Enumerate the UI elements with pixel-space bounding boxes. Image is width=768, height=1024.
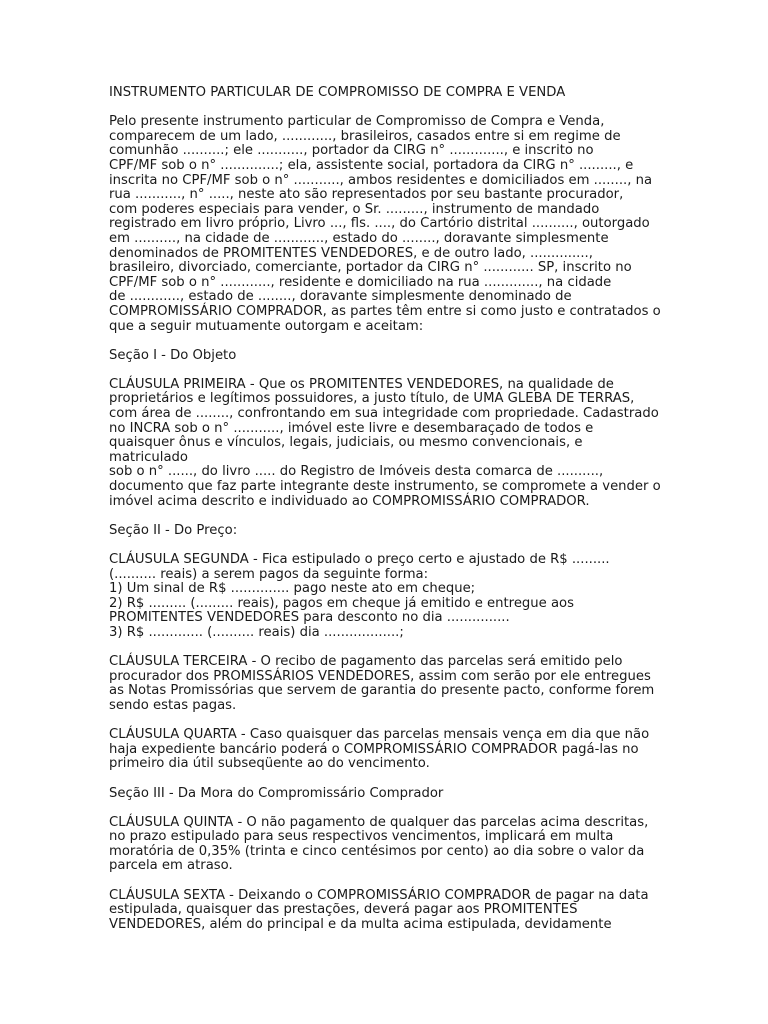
clause-segunda: CLÁUSULA SEGUNDA - Fica estipulado o preço certo e ajustado de R$ ......... (.......... reais) a serem pagos da seguinte forma: 1) Um sinal de R$ .............. pago neste ato em cheque; 2) R$ ......... (......... reais), pagos em cheque já emitido e entregue aos PROMITENTES VENDEDORES para desconto no dia ............... 3) R$ ............. (.......... reais) dia ..................; [109, 552, 610, 640]
clause-primeira: CLÁUSULA PRIMEIRA - Que os PROMITENTES VENDEDORES, na qualidade de proprietários e legítimos possuidores, a justo título, de UMA GLEBA DE TERRAS, com área de ........, confrontando em sua integridade com propriedade. Cadastrado no INCRA sob o n° ..........., imóvel este livre e desembaraçado de todos e quaisquer ônus e vínculos, legais, judiciais, ou mesmo convencionais, e matriculado sob o n° ......, do livro ..... do Registro de Imóveis desta comarca de .........., documento que faz parte integrante deste instrumento, se compromete a vender o imóvel acima descrito e individuado ao COMPROMISSÁRIO COMPRADOR. [109, 376, 661, 509]
clause-sexta: CLÁUSULA SEXTA - Deixando o COMPROMISSÁRIO COMPRADOR de pagar na data estipulada, quaisquer das prestações, deverá pagar aos PROMITENTES VENDEDORES, além do principal e da multa acima estipulada, devidamente [109, 887, 649, 932]
section-heading-objeto: Seção I - Do Objeto [109, 347, 237, 363]
paragraph-preamble: Pelo presente instrumento particular de Compromisso de Compra e Venda, comparecem de um lado, ............, brasileiros, casados entre si em regime de comunhão ..........; ele ..........., portador da CIRG n° ............., e inscrito no CPF/MF sob o n° ..............; ela, assistente social, portadora da CIRG n° ........., e inscrita no CPF/MF sob o n° ..........., ambos residentes e domiciliados em ........, na rua ..........., n° ....., neste ato são representados por seu bastante procurador, com poderes especiais para vender, o Sr. ........., instrumento de mandado registrado em livro próprio, Livro ..., fls. ...., do Cartório distrital .........., outorgado em .........., na cidade de ............, estado do ........, doravante simplesmente denominados de PROMITENTES VENDEDORES, e de outro lado, .............., brasileiro, divorciado, comerciante, portador da CIRG n° ............ SP, inscrito no CPF/MF sob o n° ............, residente e domiciliado na rua ............., na cidade de ............, estado de ........, doravante simplesmente denominado de COMPROMISSÁRIO COMPRADOR, as partes têm entre si como justo e contratados o que a seguir mutuamente outorgam e aceitam: [109, 114, 661, 334]
clause-terceira: CLÁUSULA TERCEIRA - O recibo de pagamento das parcelas será emitido pelo procurador dos PROMISSÁRIOS VENDEDORES, assim com serão por ele entregues as Notas Promissórias que servem de garantia do presente pacto, conforme forem sendo estas pagas. [109, 654, 655, 713]
section-heading-mora: Seção III - Da Mora do Compromissário Comprador [109, 785, 444, 801]
document-page [109, 86, 661, 947]
clause-quinta: CLÁUSULA QUINTA - O não pagamento de qualquer das parcelas acima descritas, no prazo estipulado para seus respectivos vencimentos, implicará em multa moratória de 0,35% (trinta e cinco centésimos por cento) ao dia sobre o valor da parcela em atraso. [109, 814, 649, 874]
clause-quarta: CLÁUSULA QUARTA - Caso quaisquer das parcelas mensais vença em dia que não haja expediente bancário poderá o COMPROMISSÁRIO COMPRADOR pagá-las no primeiro dia útil subseqüente ao do vencimento. [109, 727, 650, 772]
section-heading-preco: Seção II - Do Preço: [109, 522, 238, 538]
document-title: INSTRUMENTO PARTICULAR DE COMPROMISSO DE COMPRA E VENDA [109, 85, 566, 100]
